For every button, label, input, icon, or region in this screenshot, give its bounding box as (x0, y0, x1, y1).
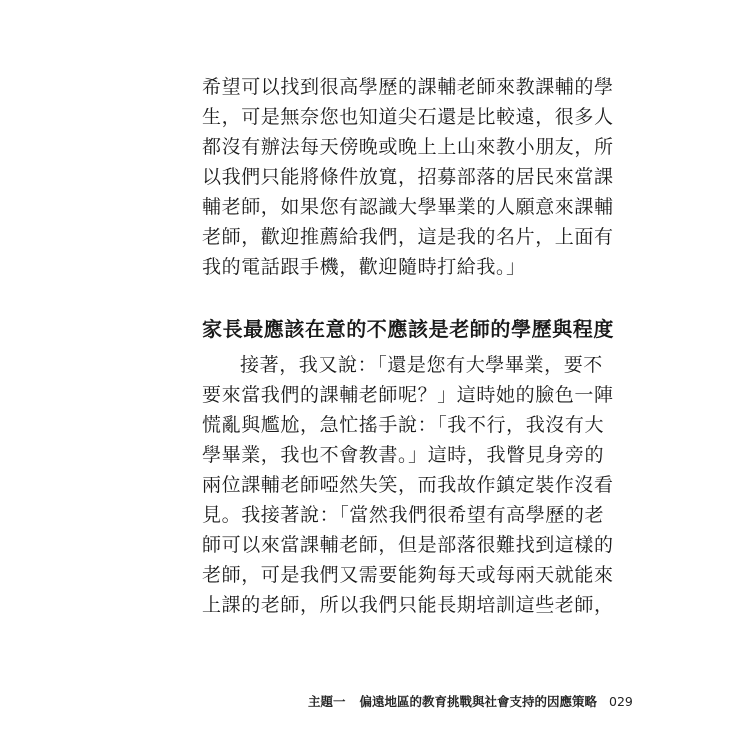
text-line: 慌亂與尷尬，急忙搖手說：「我不行，我沒有大 (202, 414, 605, 436)
text-line: 以我們只能將條件放寬，招募部落的居民來當課 (202, 166, 614, 188)
text-line: 老師，可是我們又需要能夠每天或每兩天就能來 (202, 564, 614, 586)
text-line: 見。我接著說：「當然我們很希望有高學歷的老 (202, 504, 605, 526)
text-line: 師可以來當課輔老師，但是部落很難找到這樣的 (202, 534, 614, 556)
text-line: 學畢業，我也不會教書。」這時，我瞥見身旁的 (202, 444, 605, 466)
footer-chapter-title: 偏遠地區的教育挑戰與社會支持的因應策略 (359, 694, 598, 709)
text-line: 我的電話跟手機，歡迎隨時打給我。」 (202, 256, 526, 278)
text-line: 都沒有辦法每天傍晚或晚上上山來教小朋友，所 (202, 136, 614, 158)
page-footer (308, 693, 633, 711)
text-line: 要來當我們的課輔老師呢？」這時她的臉色一陣 (202, 384, 614, 406)
text-line: 輔老師，如果您有認識大學畢業的人願意來課輔 (202, 196, 614, 218)
footer-chapter-label: 主題一 (308, 694, 346, 709)
text-line: 兩位課輔老師啞然失笑，而我故作鎮定裝作沒看 (202, 474, 614, 496)
paragraph-2 (202, 350, 614, 620)
text-line: 生，可是無奈您也知道尖石還是比較遠，很多人 (202, 106, 614, 128)
text-line: 希望可以找到很高學歷的課輔老師來教課輔的學 (202, 76, 614, 98)
page-number: 029 (609, 694, 633, 709)
text-line: 上課的老師，所以我們只能長期培訓這些老師， (202, 594, 614, 616)
text-line: 老師，歡迎推薦給我們，這是我的名片，上面有 (202, 226, 614, 248)
text-line: 接著，我又說：「還是您有大學畢業，要不 (240, 354, 603, 376)
paragraph-1 (202, 72, 614, 282)
section-heading: 家長最應該在意的不應該是老師的學歷與程度 (202, 317, 614, 341)
